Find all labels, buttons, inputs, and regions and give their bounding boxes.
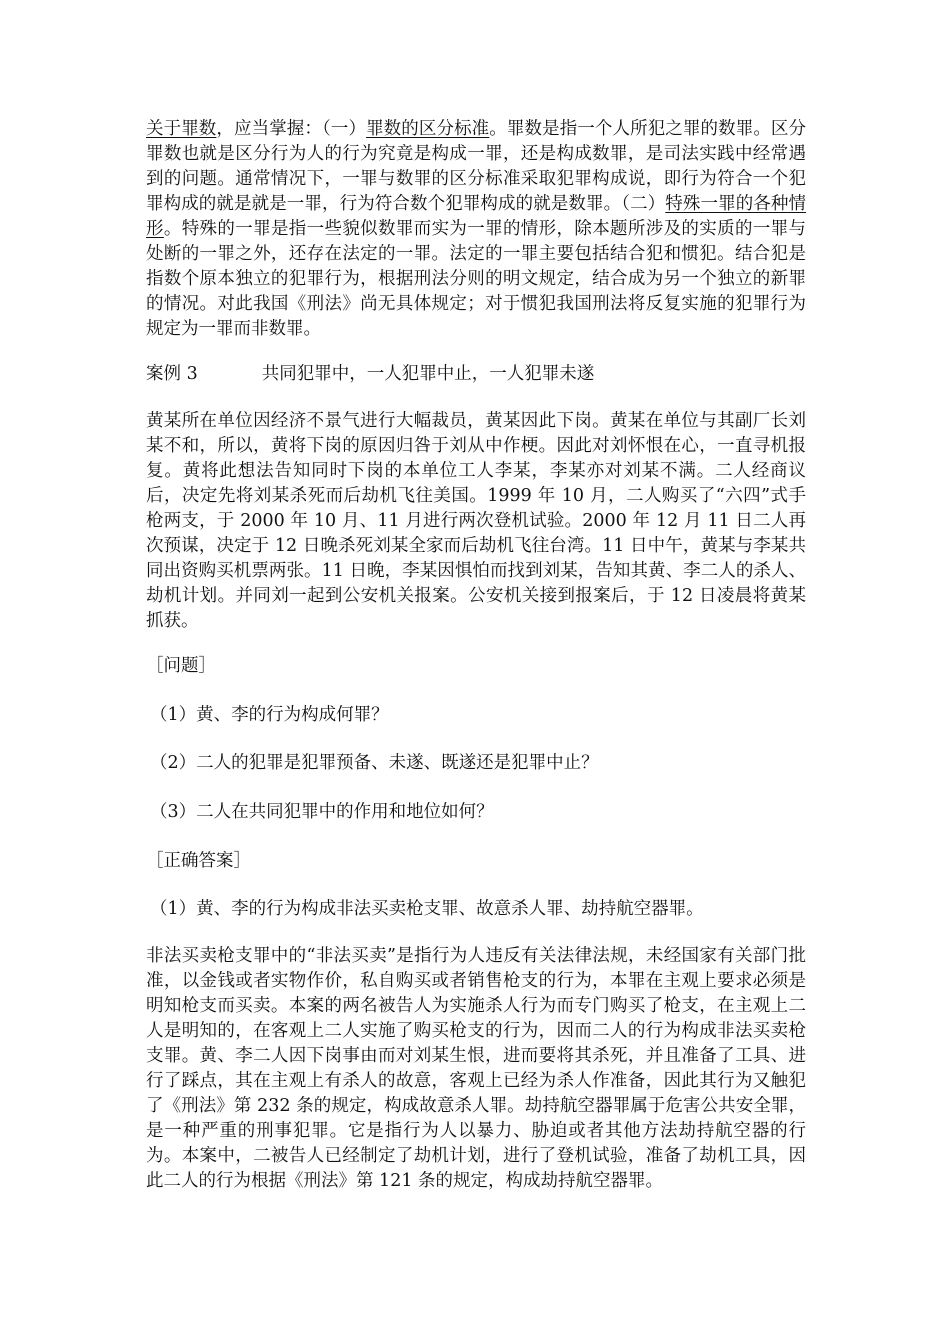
answer-1: （1）黄、李的行为构成非法买卖枪支罪、故意杀人罪、劫持航空器罪。 xyxy=(150,899,704,919)
paragraph-text: 。特殊的一罪是指一些貌似数罪而实为一罪的情形，除本题所涉及的实质的一罪与处断的一罪之外，还存在法定的一罪。法定的一罪主要包括结合犯和惯犯。结合犯是指数个原本独立的犯罪行为，根据刑法分则的明文规定，结合成为另一个独立的新罪的情况。对此我国《刑法》尚无具体规定；对于惯犯我国刑法将反复实施的犯罪行为规定为一罪而非数罪。 xyxy=(146,219,807,339)
underlined-term-joinder: 关于罪数 xyxy=(146,119,217,139)
case-title: 共同犯罪中，一人犯罪中止，一人犯罪未遂 xyxy=(261,364,595,384)
questions-heading: ［问题］ xyxy=(146,656,216,676)
paragraph-text: ，应当掌握：（一） xyxy=(216,119,367,139)
underlined-term-special-single-crime: 特殊一罪的各种情形 xyxy=(146,194,807,239)
case-heading xyxy=(146,362,806,387)
underlined-term-standard: 罪数的区分标准 xyxy=(366,119,490,139)
case-facts-paragraph: 黄某所在单位因经济不景气进行大幅裁员，黄某因此下岗。黄某在单位与其副厂长刘某不和，所以，黄将下岗的原因归咎于刘从中作梗。因此对刘怀恨在心，一直寻机报复。黄将此想法告知同时下岗的本单位工人李某，李某亦对刘某不满。二人经商议后，决定先将刘某杀死而后劫机飞往美国。1999 年 10 月，二人购买了“六四”式手枪两支，于 2000 年 10 月、11 月进行两次登机试验。2000 年 12 月 11 日二人再次预谋，决定于 12 日晚杀死刘某全家而后劫机飞往台湾。11 日中午，黄某与李某共同出资购买机票两张。11 日晚，李某因惧怕而找到刘某，告知其黄、李二人的杀人、劫机计划。并同刘一起到公安机关报案。公安机关接到报案后，于 12 日凌晨将黄某抓获。 xyxy=(146,411,806,631)
question-3: （3）二人在共同犯罪中的作用和地位如何？ xyxy=(150,802,494,822)
question-1: （1）黄、李的行为构成何罪？ xyxy=(150,705,389,725)
answers-heading: ［正确答案］ xyxy=(146,851,251,871)
answer-analysis-paragraph: 非法买卖枪支罪中的“非法买卖”是指行为人违反有关法律法规，未经国家有关部门批准，以金钱或者实物作价，私自购买或者销售枪支的行为，本罪在主观上要求必须是明知枪支而买卖。本案的两名被告人为实施杀人行为而专门购买了枪支，在主观上二人是明知的，在客观上二人实施了购买枪支的行为，因而二人的行为构成非法买卖枪支罪。黄、李二人因下岗事由而对刘某生恨，进而要将其杀死，并且准备了工具、进行了踩点，其在主观上有杀人的故意，客观上已经为杀人作准备，因此其行为又触犯了《刑法》第 232 条的规定，构成故意杀人罪。劫持航空器罪属于危害公共安全罪，是一种严重的刑事犯罪。它是指行为人以暴力、胁迫或者其他方法劫持航空器的行为。本案中，二被告人已经制定了劫机计划，进行了登机试验，准备了劫机工具，因此二人的行为根据《刑法》第 121 条的规定，构成劫持航空器罪。 xyxy=(146,946,806,1191)
paragraph-joinder-of-crimes xyxy=(146,117,806,342)
paragraph-text: 。罪数是指一个人所犯之罪的数罪。区分罪数也就是区分行为人的行为究竟是构成一罪，还是构成数罪，是司法实践中经常遇到的问题。通常情况下，一罪与数罪的区分标准采取犯罪构成说，即行为符合一个犯罪构成的就是就是一罪，行为符合数个犯罪构成的就是数罪。（二） xyxy=(146,119,807,214)
case-label: 案例 3 xyxy=(146,364,198,384)
question-2: （2）二人的犯罪是犯罪预备、未遂、既遂还是犯罪中止？ xyxy=(150,753,599,773)
